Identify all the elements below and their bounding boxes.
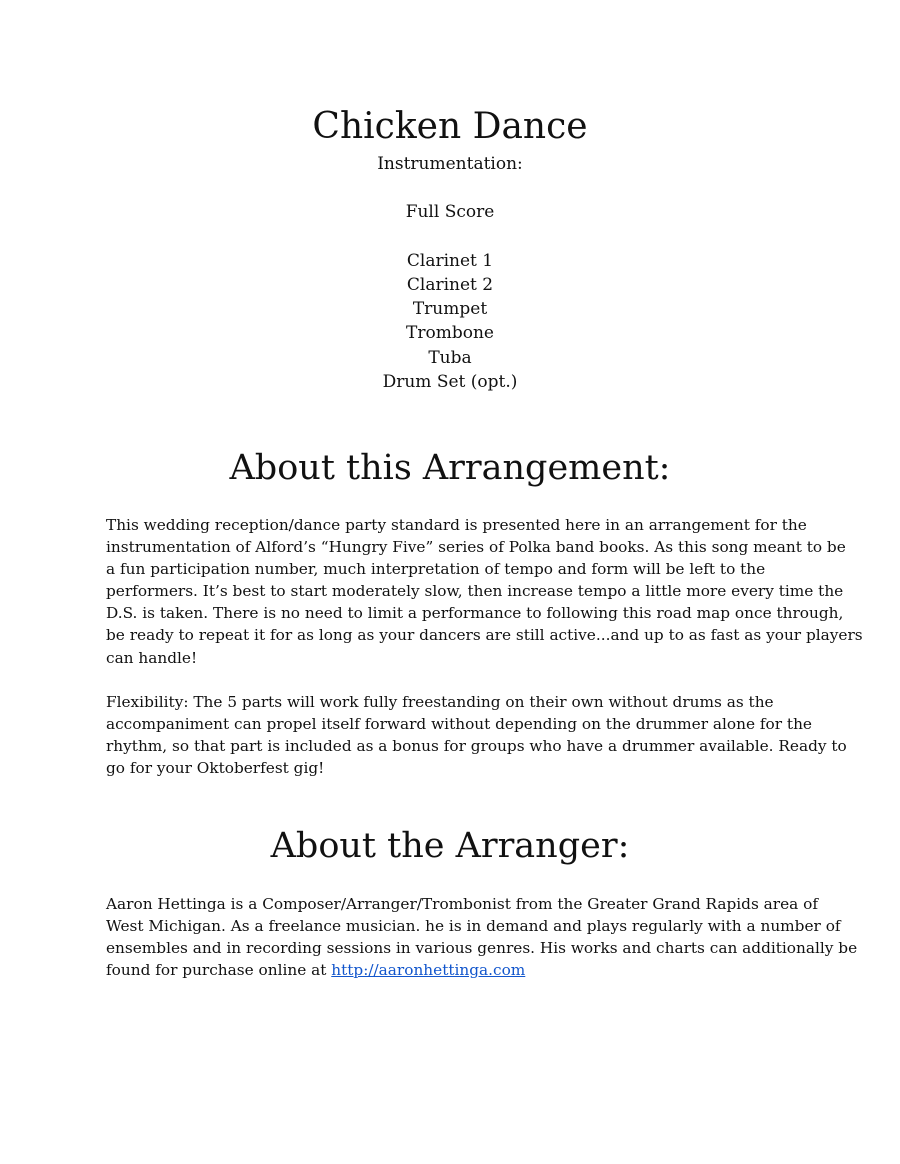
paragraph-line: D.S. is taken. There is no need to limit a performance to following this road map once through,: [106, 604, 844, 623]
paragraph-line: accompaniment can propel itself forward without depending on the drummer alone for the: [106, 715, 812, 734]
paragraph-line: instrumentation of Alford’s “Hungry Five” series of Polka band books. As this song meant to be: [106, 538, 846, 557]
paragraph-line: performers. It’s best to start moderately slow, then increase tempo a little more every time the: [106, 582, 844, 601]
flexibility-paragraph: [106, 691, 847, 779]
spacer: [0, 225, 900, 249]
instrumentation-label: Instrumentation:: [377, 154, 523, 174]
paragraph-line: This wedding reception/dance party standard is presented here in an arrangement for the: [106, 516, 807, 534]
full-score-label: Full Score: [405, 202, 495, 223]
instrument-part: Clarinet 2: [406, 274, 494, 295]
paragraph-line: Flexibility: The 5 parts will work fully freestanding on their own without drums as the: [106, 693, 774, 711]
paragraph-line: be ready to repeat it for as long as your dancers are still active...and up to as fast as your players: [106, 626, 863, 645]
instrument-part: Drum Set (opt.): [382, 371, 518, 392]
instrument-part: Trumpet: [412, 299, 488, 320]
paragraph-line: ensembles and in recording sessions in various genres. His works and charts can additionally be: [106, 939, 858, 958]
instrument-part: Clarinet 1: [406, 250, 494, 271]
about-arrangement-heading: About this Arrangement:: [229, 448, 671, 488]
arranger-paragraph: [106, 893, 858, 981]
website-link[interactable]: http://aaronhettinga.com: [331, 961, 526, 980]
instrument-part: Trombone: [406, 323, 494, 344]
paragraph-line: West Michigan. As a freelance musician. he is in demand and plays regularly with a number of: [106, 917, 841, 936]
spacer: [0, 176, 900, 200]
page-title: Chicken Dance: [312, 106, 588, 147]
arrangement-paragraph: [106, 514, 863, 669]
instrumentation-list: [0, 152, 900, 394]
paragraph-line: can handle!: [106, 648, 198, 667]
paragraph-line-last: [106, 959, 796, 981]
paragraph-line: a fun participation number, much interpretation of tempo and form will be left to the: [106, 560, 766, 579]
paragraph-line: rhythm, so that part is included as a bonus for groups who have a drummer available. Ready to: [106, 737, 847, 756]
about-arranger-heading: About the Arranger:: [270, 826, 630, 866]
paragraph-line: go for your Oktoberfest gig!: [106, 759, 325, 778]
purchase-text: found for purchase online at: [106, 961, 332, 980]
instrument-part: Tuba: [428, 347, 472, 368]
paragraph-line: Aaron Hettinga is a Composer/Arranger/Trombonist from the Greater Grand Rapids area of: [106, 895, 818, 913]
